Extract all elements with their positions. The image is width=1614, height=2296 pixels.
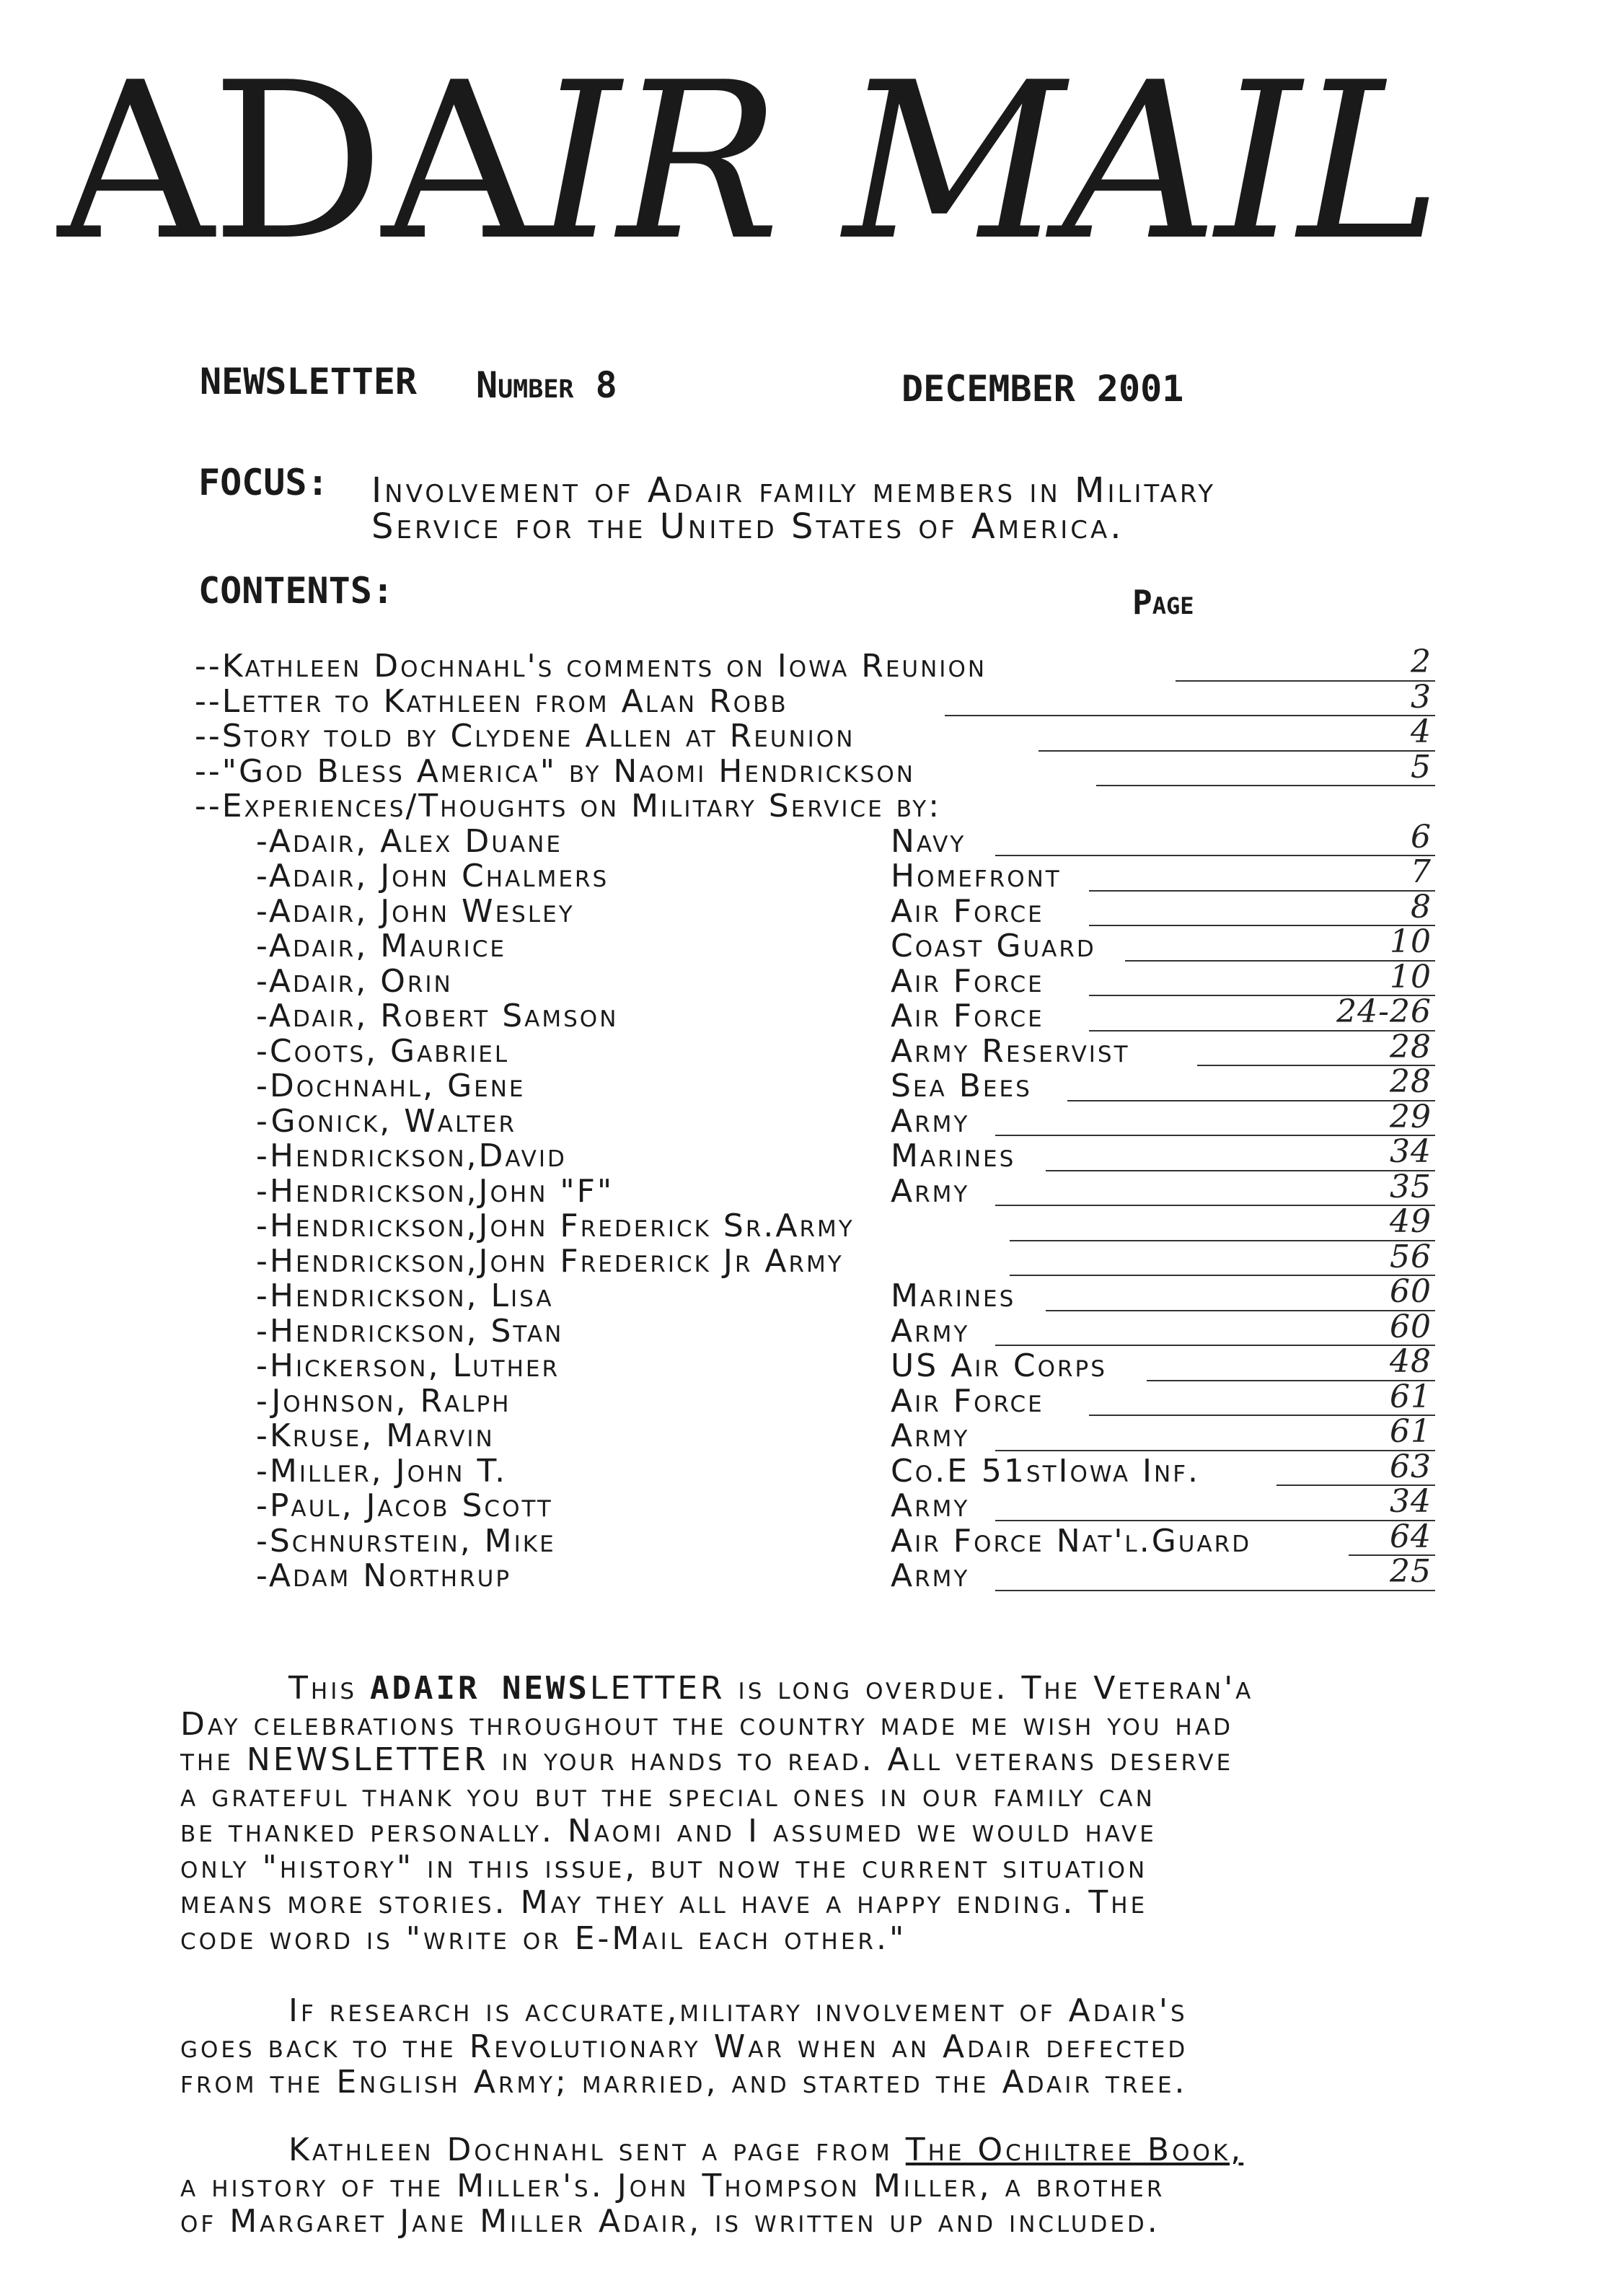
table-of-contents	[195, 643, 1464, 1594]
toc-row	[195, 643, 1464, 685]
service-page-number: 24-26	[1336, 993, 1432, 1030]
toc-item-name: --Story told by Clydene Allen at Reunion	[195, 718, 855, 755]
service-branch: US Air Corps	[891, 1347, 1107, 1384]
issue-number: Number 8	[476, 364, 617, 406]
service-branch: Air Force	[891, 998, 1044, 1034]
leader-line	[995, 1205, 1435, 1206]
contents-label: CONTENTS:	[198, 570, 394, 612]
service-branch: Coast Guard	[891, 928, 1096, 964]
issue-date: DECEMBER 2001	[901, 368, 1184, 410]
service-page-number: 61	[1390, 1378, 1432, 1415]
focus-text	[371, 472, 1453, 545]
service-page-number: 60	[1390, 1273, 1432, 1310]
service-row	[195, 1448, 1464, 1490]
service-branch: Army	[891, 1102, 970, 1140]
focus-line-2: Service for the United States of America.	[371, 506, 1124, 547]
service-page-number: 63	[1390, 1448, 1432, 1485]
leader-line	[995, 855, 1435, 856]
leader-line	[1089, 1415, 1435, 1416]
service-row	[195, 923, 1464, 964]
leader-line	[1067, 1100, 1435, 1101]
toc-page-number: 2	[1411, 643, 1432, 680]
leader-line	[995, 1590, 1435, 1591]
service-branch: Sea Bees	[891, 1068, 1032, 1104]
leader-line	[995, 1520, 1435, 1521]
service-branch: Air Force	[891, 892, 1044, 930]
service-member-name: -Hendrickson,John Frederick Jr Army	[256, 1242, 844, 1280]
toc-row	[195, 678, 1464, 720]
service-page-number: 60	[1390, 1308, 1432, 1345]
service-branch: Air Force	[891, 962, 1044, 1000]
masthead-part2: IR MAIL	[534, 36, 1439, 288]
toc-item-name: --Experiences/Thoughts on Military Service by:	[195, 788, 942, 824]
p3-lead: Kathleen Dochnahl sent a page from	[288, 2132, 906, 2168]
service-member-name: -Hendrickson,David	[256, 1138, 567, 1174]
service-branch: Army	[891, 1312, 970, 1350]
focus-label: FOCUS:	[198, 462, 329, 503]
service-member-name: -Hendrickson,John "F"	[256, 1172, 614, 1210]
service-page-number: 61	[1390, 1413, 1432, 1450]
service-branch: Marines	[891, 1277, 1016, 1314]
toc-item-name: --Letter to Kathleen from Alan Robb	[195, 682, 788, 720]
service-page-number: 56	[1390, 1238, 1432, 1275]
service-row	[195, 1413, 1464, 1454]
service-row	[195, 1518, 1464, 1560]
leader-line	[1125, 960, 1435, 962]
service-member-name: -Hendrickson, Lisa	[256, 1277, 554, 1314]
service-branch: Co.E 51stIowa Inf.	[891, 1452, 1201, 1490]
service-row	[195, 993, 1464, 1034]
book-title: The Ochiltree Book,	[905, 2132, 1244, 2168]
page-column-label: Page	[1132, 583, 1194, 622]
service-row	[195, 818, 1464, 860]
service-branch: Army	[891, 1487, 970, 1524]
p1-rest: LETTER is long overdue. The Veteran'a Day celebrations throughout the country made me wish you had the NEWSLETTER in your hands to read. All veterans deserve a grateful thank you but the special ones in our family can be thanked personally. Naomi and I assumed we would have only "history" in this issue, but now the current situation means more stories. May they all have a happy ending. The code word is "write or E-Mail each other."	[180, 1670, 1254, 1957]
newsletter-label: NEWSLETTER	[200, 361, 418, 403]
p1-lead: This	[288, 1670, 370, 1707]
service-member-name: -Johnson, Ralph	[256, 1382, 511, 1420]
service-row	[195, 1238, 1464, 1280]
leader-line	[1010, 1275, 1435, 1276]
service-member-name: -Miller, John T.	[256, 1452, 508, 1490]
leader-line	[945, 715, 1435, 716]
masthead-title	[58, 36, 1558, 288]
leader-line	[1089, 925, 1435, 926]
service-member-name: -Coots, Gabriel	[256, 1032, 510, 1070]
service-row	[195, 958, 1464, 1000]
service-row	[195, 1098, 1464, 1140]
p3-rest: a history of the Miller's. John Thompson Miller, a brother of Margaret Jane Miller Adair, is written up and included.	[180, 2167, 1165, 2240]
service-page-number: 10	[1390, 923, 1432, 960]
service-member-name: -Gonick, Walter	[256, 1102, 517, 1140]
service-member-name: -Adair, John Wesley	[256, 892, 575, 930]
p2-text: If research is accurate,military involvement of Adair's goes back to the Revolutionary War when an Adair defected from the English Army; married, and started the Adair tree.	[180, 1992, 1189, 2101]
service-row	[195, 1028, 1464, 1070]
service-row	[195, 1378, 1464, 1420]
leader-line	[1010, 1240, 1435, 1241]
intro-paragraph	[180, 1671, 1478, 1956]
service-row	[195, 1483, 1464, 1524]
service-branch: Army	[891, 1557, 970, 1594]
service-member-name: -Hendrickson, Stan	[256, 1312, 564, 1350]
service-row	[195, 1203, 1464, 1244]
service-member-name: -Paul, Jacob Scott	[256, 1487, 553, 1524]
service-page-number: 34	[1390, 1483, 1432, 1520]
service-member-name: -Adair, Maurice	[256, 928, 506, 964]
service-member-name: -Kruse, Marvin	[256, 1417, 495, 1454]
focus-line-1: Involvement of Adair family members in Military	[371, 470, 1217, 511]
leader-line	[1089, 890, 1435, 892]
leader-line	[995, 1450, 1435, 1451]
service-branch: Army	[891, 1417, 970, 1454]
toc-row	[195, 713, 1464, 755]
service-page-number: 8	[1411, 888, 1432, 925]
service-member-name: -Adam Northrup	[256, 1557, 512, 1594]
service-member-name: -Adair, Orin	[256, 962, 453, 1000]
toc-page-number: 3	[1411, 678, 1432, 716]
toc-row	[195, 748, 1464, 790]
service-member-name: -Hendrickson,John Frederick Sr.Army	[256, 1208, 855, 1244]
service-row	[195, 1308, 1464, 1350]
service-member-name: -Dochnahl, Gene	[256, 1068, 526, 1104]
leader-line	[1096, 785, 1435, 786]
leader-line	[1046, 1170, 1435, 1171]
service-branch: Navy	[891, 822, 966, 860]
service-row	[195, 888, 1464, 930]
service-row	[195, 853, 1464, 894]
service-branch: Army Reservist	[891, 1032, 1130, 1070]
service-member-name: -Adair, John Chalmers	[256, 858, 609, 894]
leader-line	[995, 1345, 1435, 1346]
service-member-name: -Hickerson, Luther	[256, 1347, 560, 1384]
service-page-number: 10	[1390, 958, 1432, 995]
service-row	[195, 1343, 1464, 1384]
leader-line	[1176, 680, 1435, 682]
service-page-number: 28	[1390, 1028, 1432, 1065]
service-member-name: -Adair, Robert Samson	[256, 998, 619, 1034]
service-branch: Air Force	[891, 1382, 1044, 1420]
service-page-number: 25	[1390, 1553, 1432, 1590]
service-page-number: 7	[1411, 853, 1432, 890]
service-page-number: 35	[1390, 1168, 1432, 1205]
p1-bold: ADAIR NEWS	[370, 1670, 590, 1707]
leader-line	[1038, 750, 1435, 752]
toc-row	[195, 788, 1464, 823]
leader-line	[995, 1135, 1435, 1136]
history-paragraph	[180, 1993, 1478, 2101]
service-page-number: 34	[1390, 1133, 1432, 1170]
service-page-number: 28	[1390, 1063, 1432, 1100]
service-page-number: 48	[1390, 1343, 1432, 1380]
ochiltree-paragraph	[180, 2132, 1478, 2240]
toc-page-number: 5	[1411, 748, 1432, 786]
service-row	[195, 1063, 1464, 1104]
service-row	[195, 1133, 1464, 1174]
service-page-number: 49	[1390, 1203, 1432, 1240]
service-page-number: 29	[1390, 1098, 1432, 1135]
masthead-part1: ADA	[58, 36, 535, 288]
service-page-number: 6	[1411, 818, 1432, 855]
leader-line	[1046, 1310, 1435, 1311]
service-member-name: -Adair, Alex Duane	[256, 822, 563, 860]
toc-item-name: --Kathleen Dochnahl's comments on Iowa Reunion	[195, 648, 987, 685]
service-branch: Homefront	[891, 858, 1062, 894]
toc-item-name: --"God Bless America" by Naomi Hendrickson	[195, 752, 915, 790]
service-row	[195, 1273, 1464, 1314]
service-branch: Army	[891, 1172, 970, 1210]
service-row	[195, 1553, 1464, 1594]
service-row	[195, 1168, 1464, 1210]
service-branch: Marines	[891, 1138, 1016, 1174]
service-member-name: -Schnurstein, Mike	[256, 1522, 556, 1560]
service-page-number: 64	[1390, 1518, 1432, 1555]
service-branch: Air Force Nat'l.Guard	[891, 1522, 1252, 1560]
toc-page-number: 4	[1411, 713, 1432, 750]
